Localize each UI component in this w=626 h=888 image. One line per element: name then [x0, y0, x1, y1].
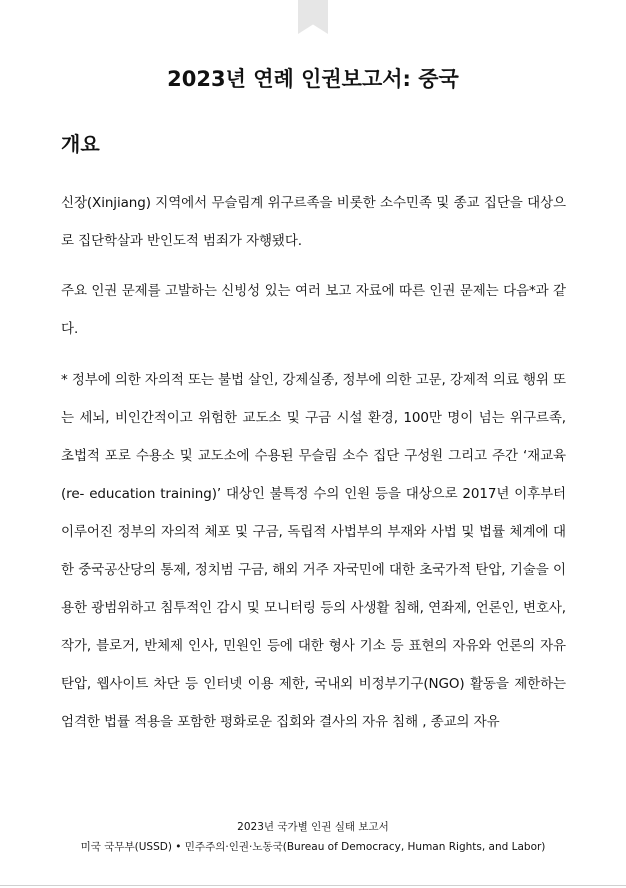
footer-report-title: 2023년 국가별 인권 실태 보고서 [237, 821, 389, 833]
paragraph-1: 신장(Xinjiang) 지역에서 무슬림계 위구르족을 비롯한 소수민족 및 종교 집단을 대상으로 집단학살과 반인도적 범죄가 자행됐다. [61, 195, 566, 249]
document-title: 2023년 연례 인권보고서: 중국 [167, 67, 459, 91]
section-heading: 개요 [61, 132, 100, 156]
footer-publisher: 미국 국무부(USSD) • 민주주의·인권·노동국(Bureau of Democracy, Human Rights, and Labor) [80, 841, 546, 853]
paragraph-3: * 정부에 의한 자의적 또는 불법 살인, 강제실종, 정부에 의한 고문, 강제적 의료 행위 또는 세뇌, 비인간적이고 위험한 교도소 및 구금 시설 환경, 100만 명이 넘는 위구르족, 초법적 포로 수용소 및 교도소에 수용된 무슬림 소수 집단 구성원 그리고 주간 ‘재교육(re- education training)’ 대상인 불특정 수의 인원 등을 대상으로 2017년 이후부터 이루어진 정부의 자의적 체포 및 구금, 독립적 사법부의 부재와 사법 및 법률 체계에 대한 중국공산당의 통제, 정치범 구금, 해외 거주 자국민에 대한 초국가적 탄압, 기술을 이용한 광범위하고 침투적인 감시 및 모니터링 등의 사생활 침해, 연좌제, 언론인, 변호사, 작가, 블로거, 반체제 인사, 민원인 등에 대한 형사 기소 등 표현의 자유와 언론의 자유 탄압, 웹사이트 차단 등 인터넷 이용 제한, 국내외 비정부기구(NGO) 활동을 제한하는 엄격한 법률 적용을 포함한 평화로운 집회와 결사의 자유 침해 , 종교의 자유 [61, 372, 566, 730]
paragraph-2: 주요 인권 문제를 고발하는 신빙성 있는 여러 보고 자료에 따른 인권 문제는 다음*과 같다. [61, 283, 566, 337]
bookmark-icon [298, 0, 328, 34]
page-bottom-divider [0, 885, 626, 886]
